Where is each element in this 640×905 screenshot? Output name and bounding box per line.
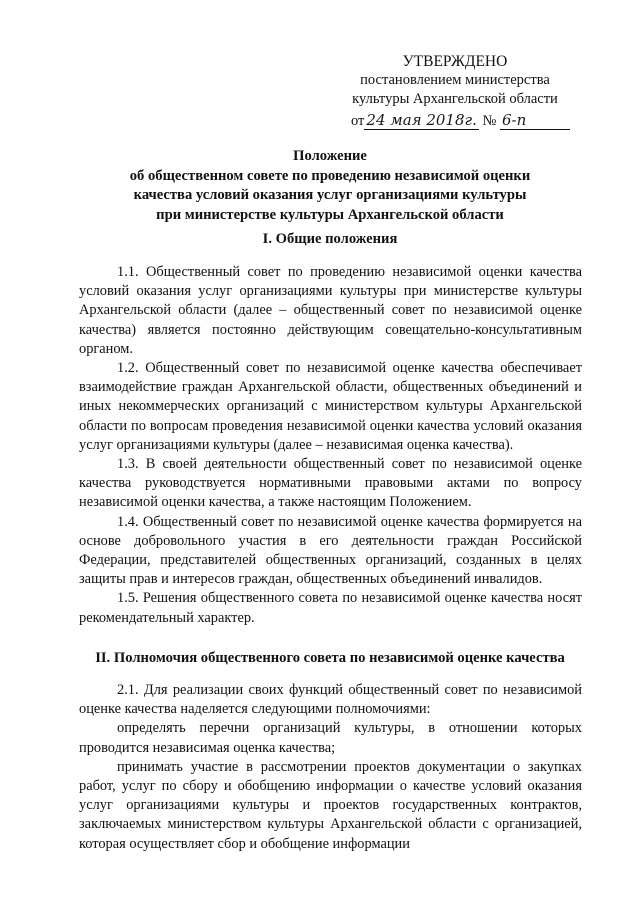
paragraph-1-5: 1.5. Решения общественного совета по независимой оценке качества носят рекомендательный характер. <box>79 590 582 626</box>
paragraph-1-4: 1.4. Общественный совет по независимой оценке качества формируется на основе добровольного участия в его деятельности граждан Российской Федерации, представителей общественных организаций, созданных в целях защиты прав и интересов граждан, общественных объединений инвалидов. <box>79 513 582 588</box>
approved-label: УТВЕРЖДЕНО <box>402 53 508 70</box>
paragraph-2-1: 2.1. Для реализации своих функций общественный совет по независимой оценке качества наделяется следующими полномочиями: <box>79 682 582 718</box>
paragraph-1-2: 1.2. Общественный совет по независимой оценке качества обеспечивает взаимодействие граждан Архангельской области, общественных объединений и иных некоммерческих организаций с министерством культуры Архангельской области по вопросам проведения независимой оценки качества условий оказания услуг организациями культуры (далее – независимая оценка качества). <box>79 360 582 453</box>
paragraph-1-1: 1.1. Общественный совет по проведению независимой оценки качества условий оказания услуг организациями культуры при министерстве культуры Архангельской области (далее – общественный совет по независимой оценке качества) является постоянно действующим совещательно-консультативным органом. <box>79 264 582 357</box>
paragraph-2-item-1: определять перечни организаций культуры, в отношении которых проводится независимая оценка качества; <box>79 720 582 756</box>
handwritten-number: 6-п <box>500 111 570 130</box>
document-title <box>60 147 600 225</box>
section-1-body <box>79 263 582 628</box>
title-line-1: Положение <box>293 148 367 164</box>
approval-block <box>330 52 580 109</box>
number-label: № <box>482 113 497 129</box>
paragraph-2-item-2: принимать участие в рассмотрении проектов документации о закупках работ, услуг по сбору и обобщению информации о качестве условий оказания услуг организациями культуры и проектов государственных контрактов, заключаемых министерством культуры Архангельской области с организацией, которая осуществляет сбор и обобщение информации <box>79 758 582 852</box>
title-line-3: качества условий оказания услуг организациями культуры <box>133 187 527 203</box>
approved-line-3: культуры Архангельской области <box>352 91 558 107</box>
title-line-4: при министерстве культуры Архангельской области <box>156 206 504 223</box>
section-1-heading: I. Общие положения <box>262 231 398 247</box>
approval-date-row <box>351 111 570 130</box>
title-line-2: об общественном совете по проведению независимой оценки <box>129 167 531 184</box>
approved-line-2: постановлением министерства <box>360 72 550 88</box>
handwritten-date: 24 мая 2018г. <box>366 111 477 129</box>
section-2-heading: II. Полномочия общественного совета по независимой оценке качества <box>95 650 565 666</box>
paragraph-1-3: 1.3. В своей деятельности общественный совет по независимой оценке качества руководствуется нормативными правовыми актами по вопросу независимой оценки качества, а также настоящим Положением. <box>79 456 582 511</box>
section-2-body <box>79 681 582 854</box>
date-prefix: от <box>351 113 365 129</box>
